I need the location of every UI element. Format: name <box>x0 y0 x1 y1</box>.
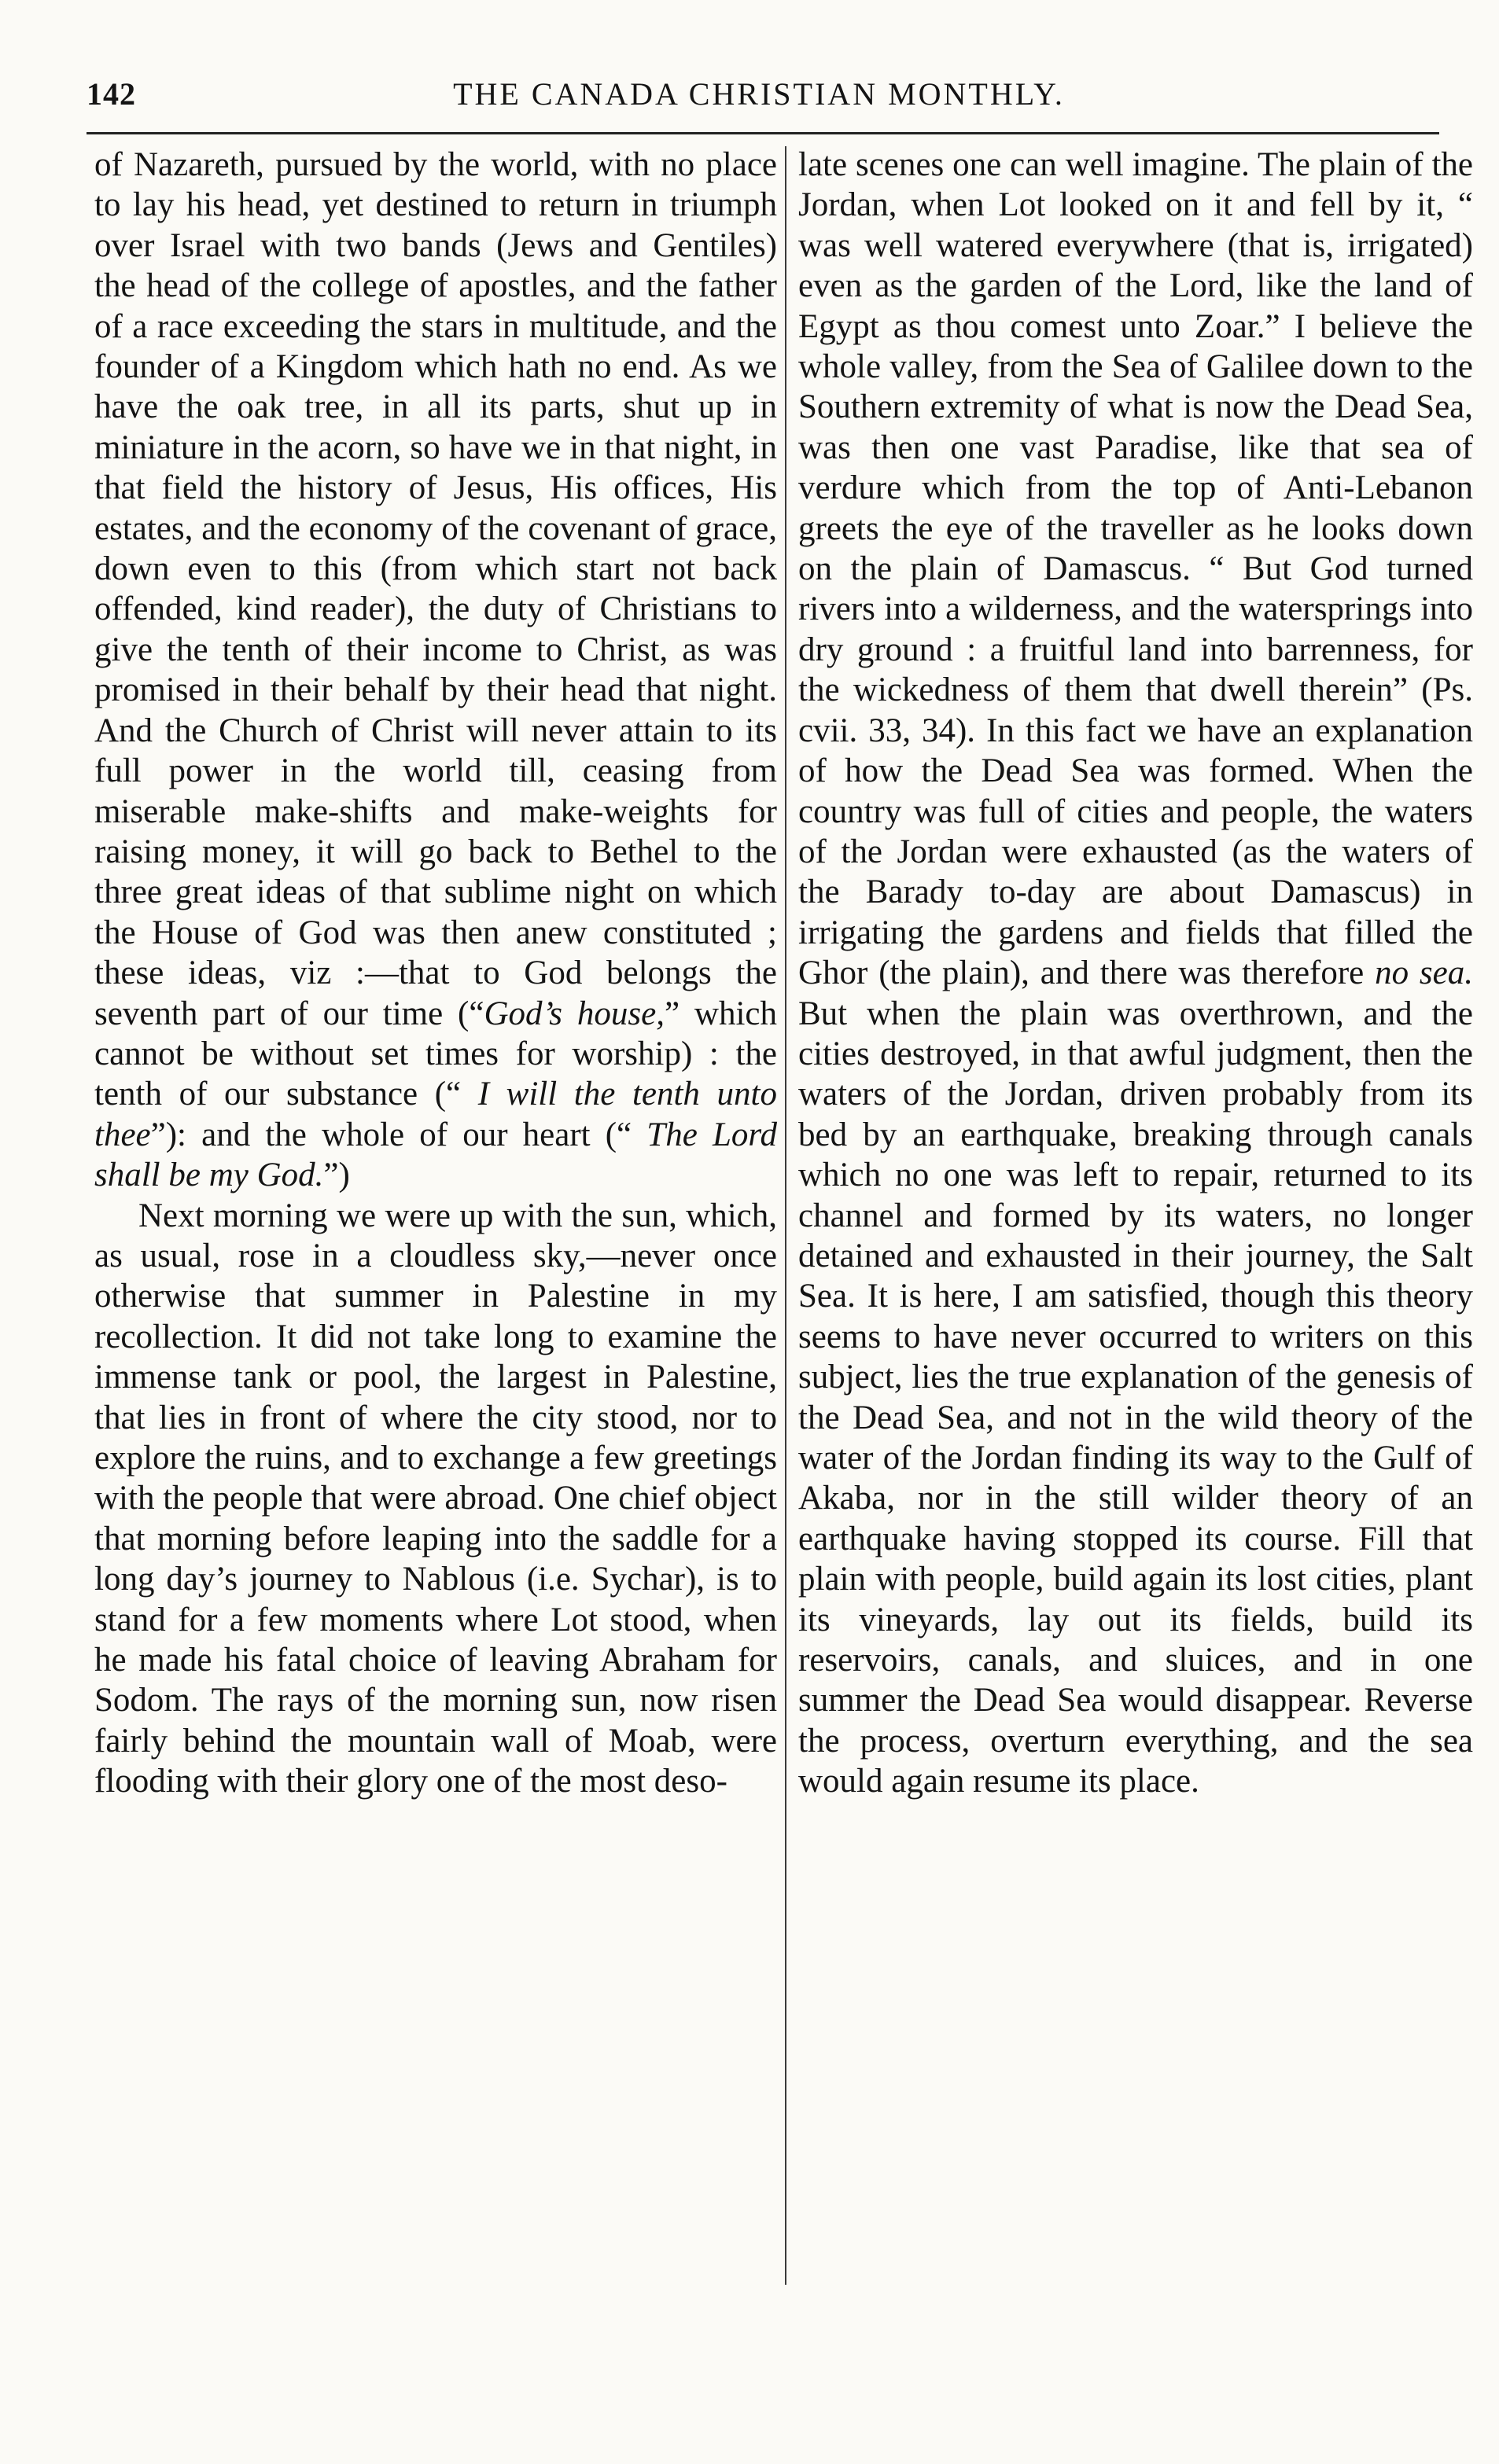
right-column <box>798 145 1473 1802</box>
paragraph <box>94 145 777 1196</box>
page-header <box>87 75 1431 123</box>
text-run: ”): and the whole of our heart (“ <box>150 1116 632 1153</box>
italic-text: no sea. <box>1375 954 1473 992</box>
italic-text: I will the tenth unto thee <box>94 1076 777 1153</box>
page-number: 142 <box>87 76 136 112</box>
italic-text: God’s house, <box>484 995 665 1032</box>
running-title: THE CANADA CHRISTIAN MONTHLY. <box>453 76 1065 112</box>
text-run: late scenes one can well imagine. The plain of the Jordan, when Lot looked on it and fell by it, “ was well watered everywhere (that is, irrigated) even as the garden of the Lord, like the land of Egypt as thou comest unto Zoar.” I believe the whole valley, from the Sea of Galilee down to the Southern extremity of what is now the Dead Sea, was then one vast Paradise, like that sea of verdure which from the top of Anti-Lebanon greets the eye of the traveller as he looks down on the plain of Damascus. “ But God turned rivers into a wilderness, and the watersprings into dry ground : a fruitful land into barrenness, for the wickedness of them that dwell therein” (Ps. cvii. 33, 34). In this fact we have an explanation of how the Dead Sea was formed. When the country was full of cities and people, the waters of the Jordan were exhausted (as the waters of the Barady to-day are about Damascus) in irrigating the gardens and fields that filled the Ghor (the plain), and there was therefore <box>798 146 1473 992</box>
italic-text: The Lord shall be my God. <box>94 1116 777 1194</box>
column-divider <box>785 146 786 2285</box>
header-rule <box>87 132 1439 134</box>
text-run: ”) <box>323 1157 350 1194</box>
text-run: ” which cannot be without set times for worship) : the tenth of our substance (“ <box>94 995 777 1113</box>
left-column <box>94 145 777 1802</box>
text-run: of Nazareth, pursued by the world, with no place to lay his head, yet destined to return in triumph over Israel with two bands (Jews and Gentiles) the head of the college of apostles, and the father of a race exceeding the stars in multitude, and the founder of a Kingdom which hath no end. As we have the oak tree, in all its parts, shut up in miniature in the acorn, so have we in that night, in that field the history of Jesus, His offices, His estates, and the economy of the covenant of grace, down even to this (from which start not back offended, kind reader), the duty of Christians to give the tenth of their income to Christ, as was promised in their behalf by their head that night. And the Church of Christ will never attain to its full power in the world till, ceasing from miserable make-shifts and make-weights for raising money, it will go back to Bethel to the three great ideas of that sublime night on which the House of God was then anew constituted ; these ideas, viz :—that to God belongs the seventh part of our time (“ <box>94 146 777 1032</box>
paragraph: Next morning we were up with the sun, which, as usual, rose in a cloudless sky,—never once otherwise that summer in Palestine in my recollection. It did not take long to examine the immense tank or pool, the largest in Palestine, that lies in front of where the city stood, nor to explore the ruins, and to exchange a few greetings with the people that were abroad. One chief object that morning before leaping into the saddle for a long day’s journey to Nablous (i.e. Sychar), is to stand for a few moments where Lot stood, when he made his fatal choice of leaving Abraham for Sodom. The rays of the morning sun, now risen fairly behind the mountain wall of Moab, were flooding with their glory one of the most deso- <box>94 1197 777 1800</box>
paragraph <box>798 145 1473 1802</box>
text-run: But when the plain was overthrown, and the cities destroyed, in that awful judgment, then the waters of the Jordan, driven probably from its bed by an earthquake, breaking through canals which no one was left to repair, returned to its channel and formed by its waters, no longer detained and exhausted in their journey, the Salt Sea. It is here, I am satisfied, though this theory seems to have never occurred to writers on this subject, lies the true explanation of the genesis of the Dead Sea, and not in the wild theory of the water of the Jordan finding its way to the Gulf of Akaba, nor in the still wilder theory of an earthquake having stopped its course. Fill that plain with people, build again its lost cities, plant its vineyards, lay out its fields, build its reservoirs, canals, and sluices, and in one summer the Dead Sea would disappear. Reverse the process, overturn everything, and the sea would again resume its place. <box>798 995 1473 1800</box>
